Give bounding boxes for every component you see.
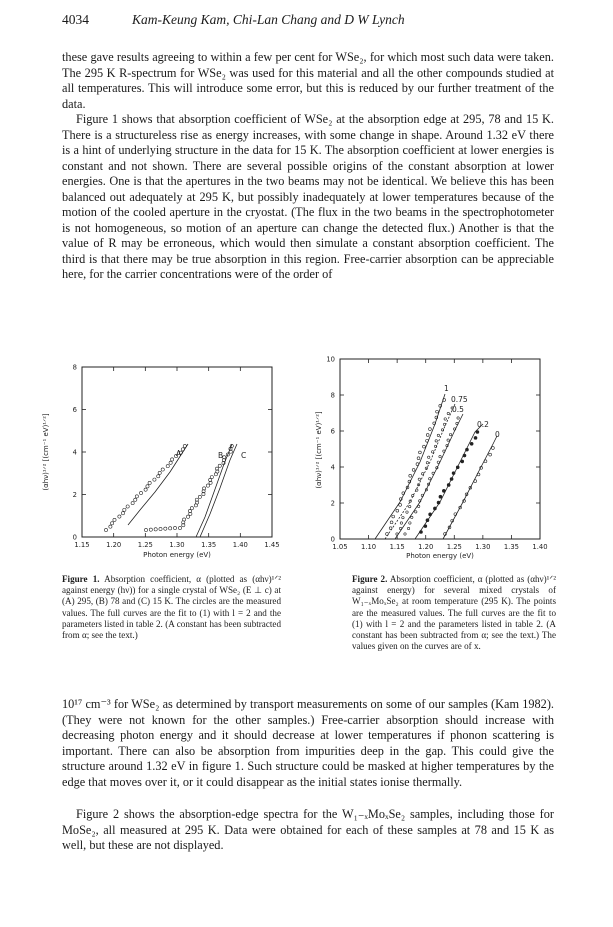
fig1-point-low: [173, 526, 176, 529]
page-number: 4034: [62, 12, 89, 27]
fig1-y-tick-label: 6: [72, 406, 77, 414]
paragraph-3: 10¹⁷ cm⁻³ for WSe₂ as determined by transport measurements on some of our samples (Kam 1982). (They were not known for the other samples.) Free-carrier absorption should increase with decreasing photon energy and it should decrease at lower temperatures if phonon scattering is important. There can also be absorption from impurities deep in the gap. This could give the structure around 1.32 eV in figure 1. Such structure could be masked at higher temperatures by the edge that moves over it, or it could disappear as the initial states ionise thermally.: [62, 697, 554, 789]
fig2-point-02: [450, 478, 453, 481]
figure-1: [30, 352, 290, 572]
fig1-point-bc: [190, 507, 193, 510]
fig1-curve-label-b: B: [218, 451, 224, 460]
fig2-point-075: [402, 516, 404, 518]
fig2-point-02: [424, 525, 427, 528]
fig1-point-a: [139, 491, 142, 494]
fig2-point-0: [492, 447, 495, 450]
fig2-point-02: [433, 507, 436, 510]
fig2-point-075: [426, 462, 428, 464]
fig1-point-a: [169, 461, 172, 464]
fig2-point-02: [465, 448, 468, 451]
fig2-point-1: [423, 445, 426, 448]
figure-1-plot: [30, 352, 290, 572]
running-authors: Kam-Keung Kam, Chi-Lan Chang and D W Lynch: [132, 12, 405, 27]
fig1-point-low: [159, 527, 162, 530]
fig2-curve-label-075: 0.75: [451, 395, 468, 404]
fig2-point-075: [408, 505, 410, 507]
fig1-point-a: [109, 525, 112, 528]
figure-2-plot: [305, 352, 565, 572]
fig1-point-a: [161, 468, 164, 471]
fig2-x-tick-label: 1.15: [389, 543, 405, 551]
fig2-point-0: [489, 453, 492, 456]
fig2-point-1: [419, 451, 422, 454]
fig2-point-075: [421, 473, 423, 475]
fig2-point-075: [428, 456, 430, 458]
fig2-point-1: [436, 410, 439, 413]
fig2-point-1: [412, 469, 415, 472]
fig2-point-02: [426, 519, 429, 522]
fig1-y-tick-label: 2: [72, 491, 77, 499]
fig1-point-a: [148, 481, 151, 484]
fig1-y-tick-label: 8: [72, 363, 77, 372]
paragraph-4: Figure 2 shows the absorption-edge spectra for the W₁₋ₓMoₓSe₂ samples, including those for MoSe₂, all measured at 295 K. Data were obtained for each of these samples at 78 and 15 K as well, but these are not displayed.: [62, 807, 554, 853]
fig2-point-075: [435, 440, 437, 442]
fig1-curve-label-c: C: [241, 451, 247, 460]
fig1-point-a: [171, 458, 174, 461]
fig2-point-02: [474, 436, 477, 439]
fig1-x-tick-label: 1.30: [169, 541, 185, 549]
fig2-point-02: [461, 460, 464, 463]
fig2-point-075: [406, 511, 408, 513]
fig1-point-a: [134, 498, 137, 501]
fig1-y-tick-label: 4: [72, 448, 77, 457]
figure-2-caption-text: Absorption coefficient, α (plotted as (αhν)¹ᐟ² against energy) for several mixed crystals of W₁₋ₓMoₓSe₂ at room temperature (295 K). The points are the measured values. The full curves are the fit to (1) with l = 2 and the parameters listed in table 2. (A constant has been subtracted from α; see the text.) The values given on the curves are of x.: [352, 574, 556, 652]
fig1-point-a: [131, 502, 134, 505]
fig2-y-tick-label: 0: [330, 535, 335, 544]
fig1-point-bc: [186, 515, 189, 518]
fig1-point-a: [110, 522, 113, 525]
fig2-point-02: [470, 442, 473, 445]
fig1-curve-b: [196, 444, 232, 537]
fig2-y-axis-label: (αhν)¹ᐟ² [(cm⁻¹ eV)¹ᐟ²]: [315, 411, 323, 489]
fig2-y-tick-label: 4: [330, 463, 335, 472]
fig2-point-075: [400, 522, 402, 524]
fig1-x-tick-label: 1.35: [201, 541, 217, 549]
fig2-x-tick-label: 1.10: [361, 543, 377, 551]
fig2-y-tick-label: 2: [330, 499, 335, 508]
fig2-point-05: [407, 527, 409, 529]
fig2-point-02: [463, 454, 466, 457]
running-header: [62, 12, 552, 32]
fig1-point-low: [144, 528, 147, 531]
fig2-point-05: [409, 522, 411, 524]
fig2-point-05: [429, 478, 431, 480]
fig2-point-02: [476, 431, 479, 434]
fig2-point-075: [437, 434, 439, 436]
fig2-point-075: [418, 478, 420, 480]
fig2-point-02: [429, 513, 432, 516]
fig2-x-tick-label: 1.20: [418, 543, 434, 551]
fig2-point-05: [417, 505, 419, 507]
fig2-point-05: [437, 461, 439, 463]
fig1-point-low: [164, 527, 167, 530]
fig1-x-tick-label: 1.20: [106, 541, 122, 549]
fig1-y-tick-label: 0: [72, 533, 77, 542]
fig1-point-a: [158, 471, 161, 474]
fig1-point-a: [183, 444, 186, 447]
fig1-point-a: [181, 448, 184, 451]
figure-1-caption: [62, 574, 281, 641]
fig1-point-a: [118, 515, 121, 518]
paragraph-1: these gave results agreeing to within a few per cent for WSe₂, for which most such data were taken. The 295 K R-spectrum for WSe₂ was used for this material and all the other compounds studied at all temperatures. This will introduce some error, but this is reduced by our further treatment of the data.: [62, 50, 554, 111]
fig1-point-low: [154, 528, 157, 531]
fig2-point-1: [392, 515, 395, 518]
fig2-point-05: [411, 516, 413, 518]
fig1-point-bc: [210, 476, 213, 479]
fig1-point-a: [126, 505, 129, 508]
fig1-x-tick-label: 1.15: [74, 541, 90, 549]
fig2-point-05: [457, 417, 459, 419]
fig2-point-1: [416, 463, 419, 466]
fig1-point-a: [146, 485, 149, 488]
fig2-point-1: [429, 428, 432, 431]
fig2-x-tick-label: 1.35: [503, 543, 519, 551]
fig2-point-02: [437, 501, 440, 504]
fig1-point-a: [166, 465, 169, 468]
fig2-curve-label-0: 0: [495, 430, 500, 439]
fig2-point-075: [447, 412, 449, 414]
fig2-point-1: [426, 434, 429, 437]
fig1-y-axis-label: (αhν)¹ᐟ² [(cm⁻¹ eV)¹ᐟ²]: [42, 413, 50, 491]
fig2-point-02: [439, 495, 442, 498]
fig2-curve-0: [443, 436, 497, 539]
figure-2-caption-label: Figure 2.: [352, 574, 388, 584]
fig1-point-bc: [206, 484, 209, 487]
figure-2: [305, 352, 565, 572]
fig2-x-tick-label: 1.05: [332, 543, 348, 551]
fig2-curve-label-1: 1: [444, 384, 449, 393]
figure-1-caption-label: Figure 1.: [62, 574, 100, 584]
fig2-point-075: [431, 451, 433, 453]
fig2-y-tick-label: 8: [330, 391, 335, 400]
fig2-point-1: [409, 474, 412, 477]
fig2-point-02: [420, 531, 423, 534]
fig2-frame: [340, 359, 540, 539]
fig2-point-1: [396, 509, 399, 512]
fig2-y-tick-label: 6: [330, 427, 335, 436]
fig1-point-a: [135, 495, 138, 498]
fig1-point-bc: [198, 495, 201, 498]
fig2-curve-label-02: 0.2: [477, 420, 489, 429]
fig2-point-1: [390, 521, 393, 524]
fig1-point-a: [153, 478, 156, 481]
paragraph-2: Figure 1 shows that absorption coefficient of WSe₂ at the absorption edge at 295, 78 and 15 K. There is a structureless rise as energy increases, with some change in shape. Around 1.32 eV there is a hint of underlying structure in the data for 15 K. The absorption coefficient at lower energies is constant and not shown. There are several possible origins of the constant absorption at lower energies. One is that the apertures in the two beams may not be identical. We believe this has been balanced out adequately at 295 K, but possibly inadequately at lower temperatures because of the motion of the cooled aperture in the cryostat. (The flux in the two beams in the spectrophotometer is not homogeneous, so motion of an aperture can change the detected flux.) Another is that the value of R may be erroneous, which would then simulate a constant absorption coefficient. The third is that there may be true absorption in this region. Free-carrier absorption can be appreciable here, for the carrier concentrations were of the order of: [62, 112, 554, 282]
fig1-point-a: [144, 488, 147, 491]
fig1-x-tick-label: 1.40: [232, 541, 248, 549]
fig1-point-bc: [218, 464, 221, 467]
fig1-curve-label-a: A: [176, 449, 182, 458]
fig1-point-a: [123, 508, 126, 511]
fig2-y-tick-label: 10: [326, 355, 335, 364]
fig1-x-tick-label: 1.45: [264, 541, 280, 549]
fig1-point-a: [157, 475, 160, 478]
fig1-point-a: [121, 512, 124, 515]
fig2-point-1: [417, 457, 420, 460]
fig1-point-low: [149, 528, 152, 531]
fig2-x-tick-label: 1.25: [446, 543, 462, 551]
fig1-point-bc: [178, 526, 181, 529]
fig1-point-a: [113, 518, 116, 521]
fig2-point-05: [439, 455, 441, 457]
fig1-point-low: [169, 527, 172, 530]
fig2-x-tick-label: 1.30: [475, 543, 491, 551]
fig1-point-a: [104, 528, 107, 531]
fig2-point-0: [484, 460, 487, 463]
fig1-x-axis-label: Photon energy (eV): [143, 551, 211, 559]
fig2-point-075: [444, 418, 446, 420]
figure-2-caption: [352, 574, 556, 652]
fig2-curve-label-05: 0.5: [452, 405, 464, 414]
fig2-point-02: [447, 483, 450, 486]
figure-1-caption-text: Absorption coefficient, α (plotted as (αhν)¹ᐟ² against energy (hν)) for a single crystal of WSe₂ (E ⊥ c) at (A) 295, (B) 78 and (C) 15 K. The circles are the measured values. The full curves are the fit to (1) with l = 2 and the parameters listed in table 2. (A constant has been subtracted from α; see the text.): [62, 574, 281, 641]
fig2-point-02: [442, 489, 445, 492]
fig2-x-axis-label: Photon energy (eV): [406, 552, 474, 560]
fig2-point-05: [415, 511, 417, 513]
fig1-x-tick-label: 1.25: [137, 541, 153, 549]
fig2-point-02: [456, 466, 459, 469]
fig2-curve-075: [385, 404, 455, 539]
fig2-point-05: [404, 533, 406, 535]
fig2-point-1: [399, 503, 402, 506]
fig2-point-05: [449, 433, 451, 435]
fig2-point-05: [447, 439, 449, 441]
fig2-point-02: [452, 472, 455, 475]
fig2-point-0: [474, 480, 477, 483]
fig2-x-tick-label: 1.40: [532, 543, 548, 551]
